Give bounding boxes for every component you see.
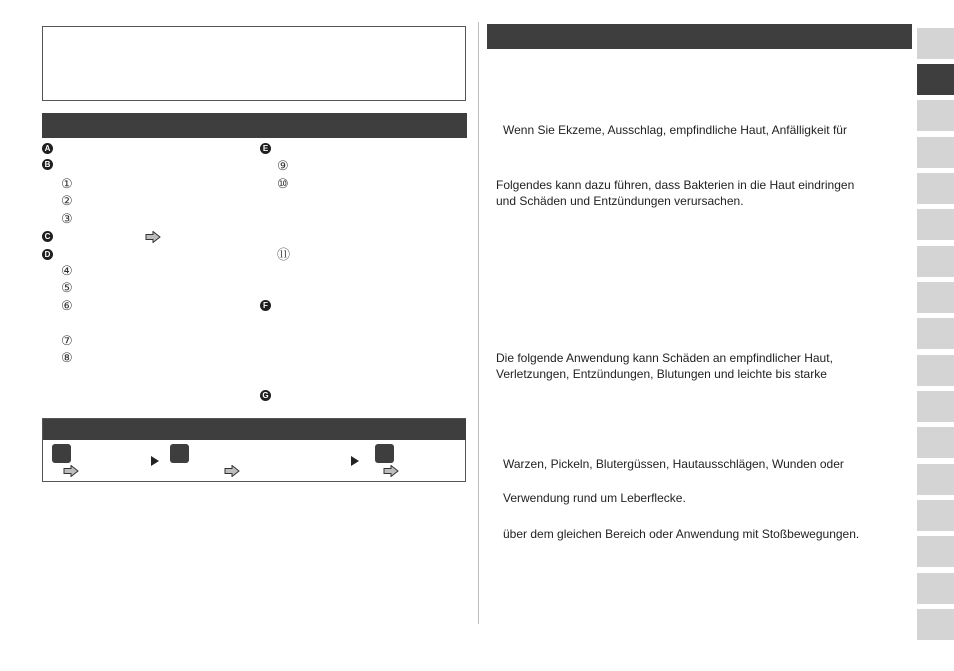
- side-tab-15[interactable]: [917, 536, 954, 567]
- column-divider: [478, 22, 479, 624]
- part-number-9: ⑨: [277, 158, 289, 173]
- arrow-right-icon: [383, 465, 399, 477]
- arrow-right-icon: [63, 465, 79, 477]
- warning-text-4: Warzen, Pickeln, Blutergüssen, Hautausschlägen, Wunden oder: [503, 457, 844, 471]
- badge-g: G: [260, 390, 271, 401]
- arrow-right-icon: [145, 231, 161, 243]
- steps-section-header: [43, 419, 466, 440]
- side-tab-16[interactable]: [917, 573, 954, 604]
- part-number-2: ②: [61, 193, 73, 208]
- side-tab-2-active[interactable]: [917, 64, 954, 95]
- side-tab-10[interactable]: [917, 355, 954, 386]
- side-tab-7[interactable]: [917, 246, 954, 277]
- warnings-section-header: [487, 24, 912, 49]
- side-tab-11[interactable]: [917, 391, 954, 422]
- notice-box: [42, 26, 466, 101]
- side-tab-9[interactable]: [917, 318, 954, 349]
- part-number-4: ④: [61, 263, 73, 278]
- parts-section-header: [42, 113, 467, 138]
- side-tab-6[interactable]: [917, 209, 954, 240]
- part-number-11: ⑪: [277, 247, 291, 262]
- side-tab-12[interactable]: [917, 427, 954, 458]
- warning-text-3b: Verletzungen, Entzündungen, Blutungen und leichte bis starke: [496, 367, 827, 381]
- warning-text-3a: Die folgende Anwendung kann Schäden an empfindlicher Haut,: [496, 351, 833, 365]
- play-icon: [351, 456, 359, 466]
- part-number-1: ①: [61, 176, 73, 191]
- side-tab-8[interactable]: [917, 282, 954, 313]
- step-1-marker: [52, 444, 71, 463]
- badge-d: D: [42, 249, 53, 260]
- badge-c: C: [42, 231, 53, 242]
- part-number-5: ⑤: [61, 280, 73, 295]
- warning-text-6: über dem gleichen Bereich oder Anwendung mit Stoßbewegungen.: [503, 527, 860, 541]
- step-2-marker: [170, 444, 189, 463]
- side-tab-13[interactable]: [917, 464, 954, 495]
- warning-text-1: Wenn Sie Ekzeme, Ausschlag, empfindliche Haut, Anfälligkeit für: [503, 123, 847, 137]
- part-number-6: ⑥: [61, 298, 73, 313]
- badge-e: E: [260, 143, 271, 154]
- side-tab-17[interactable]: [917, 609, 954, 640]
- part-number-7: ⑦: [61, 333, 73, 348]
- side-tab-3[interactable]: [917, 100, 954, 131]
- play-icon: [151, 456, 159, 466]
- part-number-8: ⑧: [61, 350, 73, 365]
- part-number-3: ③: [61, 211, 73, 226]
- side-tab-14[interactable]: [917, 500, 954, 531]
- badge-b: B: [42, 159, 53, 170]
- badge-f: F: [260, 300, 271, 311]
- warning-text-5: Verwendung rund um Leberflecke.: [503, 491, 686, 505]
- side-tab-4[interactable]: [917, 137, 954, 168]
- side-tab-5[interactable]: [917, 173, 954, 204]
- arrow-right-icon: [224, 465, 240, 477]
- part-number-10: ⑩: [277, 176, 289, 191]
- warning-text-2b: und Schäden und Entzündungen verursachen.: [496, 194, 744, 208]
- badge-a: A: [42, 143, 53, 154]
- side-tab-1[interactable]: [917, 28, 954, 59]
- step-3-marker: [375, 444, 394, 463]
- warning-text-2a: Folgendes kann dazu führen, dass Bakterien in die Haut eindringen: [496, 178, 855, 192]
